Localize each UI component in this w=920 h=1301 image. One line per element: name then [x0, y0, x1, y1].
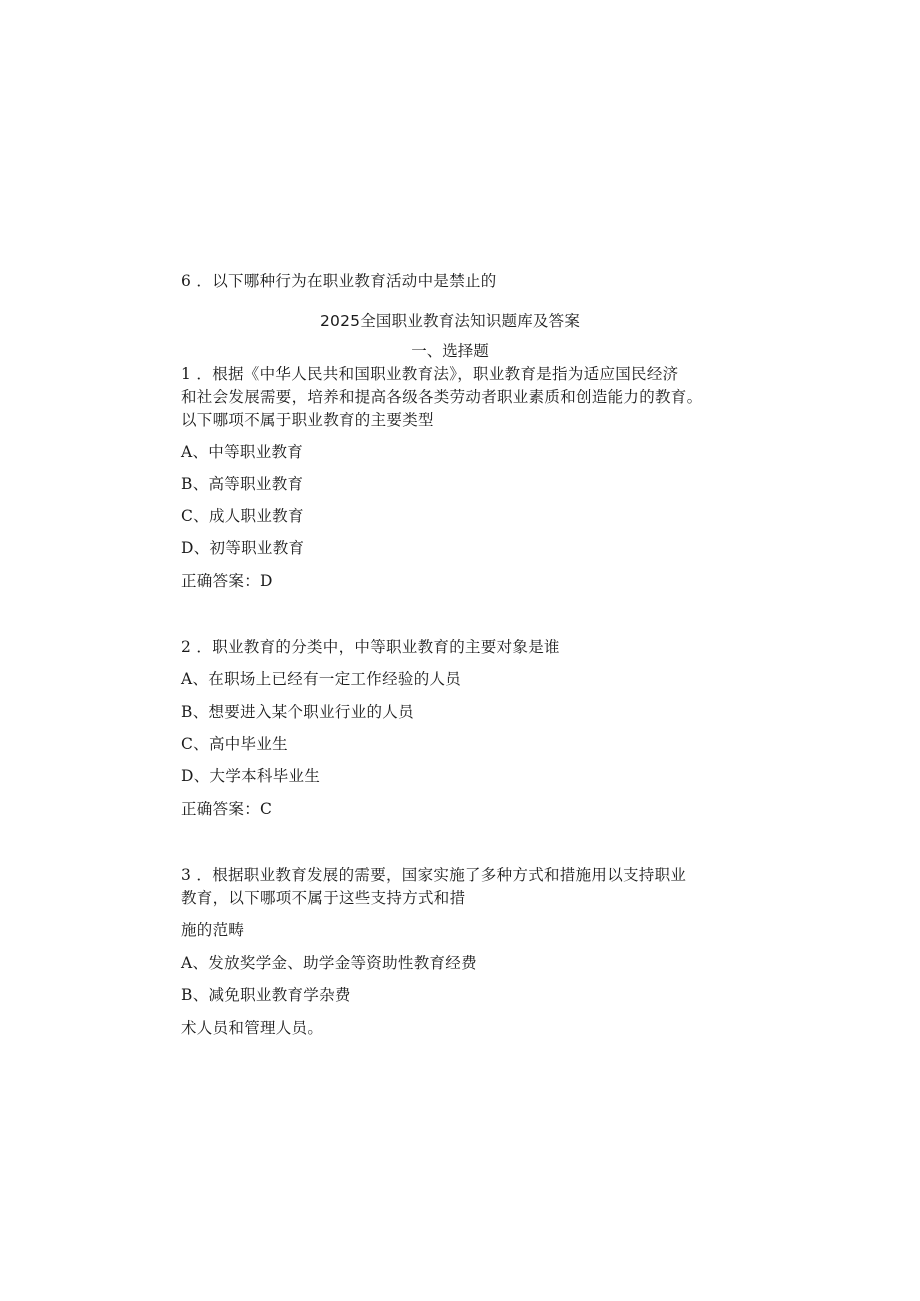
question-1-answer: 正确答案：D [181, 572, 273, 590]
question-1-line-1: 1 ．根据《中华人民共和国职业教育法》，职业教育是指为适应国民经济 [181, 365, 679, 383]
question-2-answer: 正确答案：C [181, 800, 273, 818]
question-3-line-2: 教育，以下哪项不属于这些支持方式和措 [181, 889, 466, 907]
question-3-line-1: 3 ．根据职业教育发展的需要，国家实施了多种方式和措施用以支持职业 [181, 866, 687, 884]
section-heading: 一、选择题 [411, 342, 489, 360]
question-1-option-a: A、中等职业教育 [181, 443, 304, 461]
question-3-option-b: B、减免职业教育学杂费 [181, 986, 351, 1004]
text-fragment: 术人员和管理人员。 [181, 1019, 324, 1037]
question-1-line-2: 和社会发展需要，培养和提高各级各类劳动者职业素质和创造能力的教育。 [181, 388, 703, 406]
question-2-option-d: D、大学本科毕业生 [181, 767, 321, 785]
question-3-line-3: 施的范畴 [181, 921, 245, 939]
question-2-option-a: A、在职场上已经有一定工作经验的人员 [181, 670, 462, 688]
orphan-question: 6 ．以下哪种行为在职业教育活动中是禁止的 [181, 272, 497, 290]
question-2-option-c: C、高中毕业生 [181, 735, 288, 753]
question-1-option-d: D、初等职业教育 [181, 539, 305, 557]
question-1-line-3: 以下哪项不属于职业教育的主要类型 [181, 411, 434, 429]
question-2-option-b: B、想要进入某个职业行业的人员 [181, 703, 414, 721]
question-2-line-1: 2 ．职业教育的分类中，中等职业教育的主要对象是谁 [181, 638, 560, 656]
question-1-option-b: B、高等职业教育 [181, 475, 304, 493]
question-3-option-a: A、发放奖学金、助学金等资助性教育经费 [181, 954, 477, 972]
document-title: 2025全国职业教育法知识题库及答案 [319, 312, 581, 330]
question-1-option-c: C、成人职业教育 [181, 507, 304, 525]
